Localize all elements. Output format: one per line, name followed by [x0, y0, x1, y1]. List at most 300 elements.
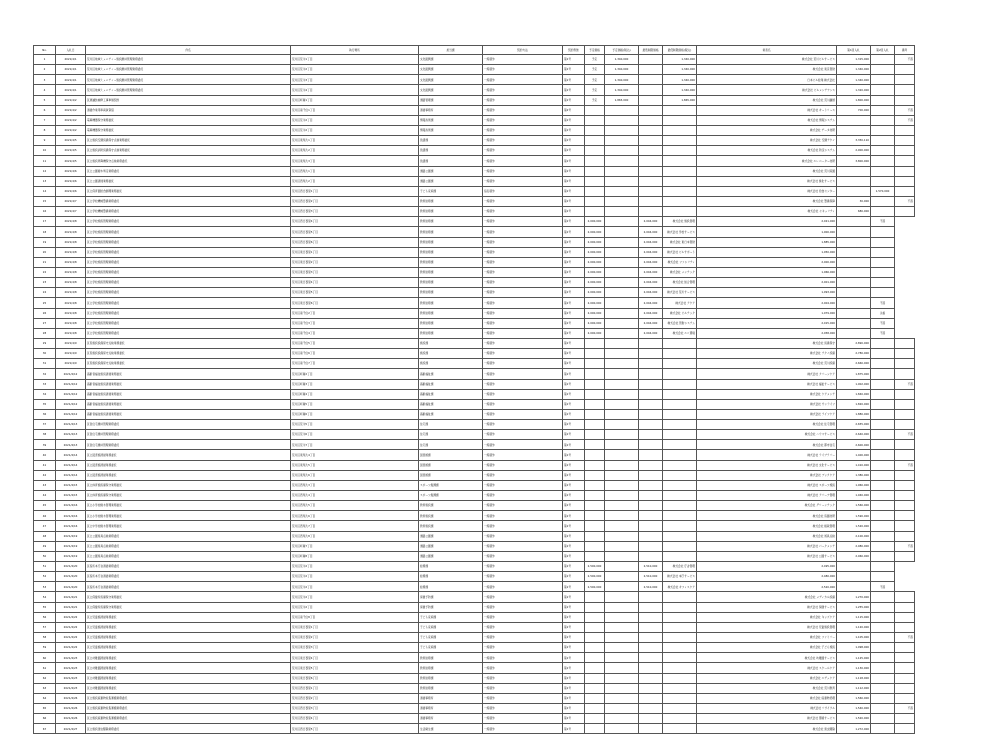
table-cell — [871, 409, 895, 419]
table-cell — [605, 136, 639, 146]
table-cell: 第1号 — [563, 227, 585, 237]
table-cell: 2,000,000 — [585, 217, 605, 227]
table-cell — [663, 683, 697, 693]
table-row — [34, 267, 915, 277]
table-cell: 45 — [34, 501, 56, 511]
table-cell: 2021/4/8 — [56, 217, 86, 227]
table-cell: 株式会社 ビルサポート — [663, 247, 697, 257]
table-cell: 荒川区地域ミュニティー施設維持管理業務委託 — [86, 75, 291, 85]
table-cell — [639, 156, 663, 166]
table-cell — [605, 572, 639, 582]
table-cell: 一般競争 — [483, 105, 563, 115]
table-cell: 30 — [34, 349, 56, 359]
table-cell: 2,015,000 — [697, 318, 837, 328]
table-cell: 不落 — [871, 318, 895, 328]
table-cell: 株式会社 環境サービス — [697, 714, 837, 724]
table-cell: 荒川区西日暮里3丁目 — [291, 704, 419, 714]
table-cell: 2,004,000 — [639, 257, 663, 267]
table-cell — [663, 602, 697, 612]
table-cell: 株式会社 遊具点検 — [697, 531, 837, 541]
table-cell — [895, 166, 915, 176]
table-cell — [871, 65, 895, 75]
table-row — [34, 227, 915, 237]
table-cell: 施設課 — [419, 349, 483, 359]
table-cell: 第1号 — [563, 602, 585, 612]
table-cell — [639, 75, 663, 85]
table-row — [34, 714, 915, 724]
table-cell: 区立保健所設備保守業務委託 — [86, 602, 291, 612]
table-cell: 7 — [34, 115, 56, 125]
table-cell — [639, 480, 663, 490]
table-row — [34, 166, 915, 176]
table-cell: 2,000,000 — [585, 257, 605, 267]
table-cell — [605, 420, 639, 430]
table-row — [34, 65, 915, 75]
table-cell: 荒川区東尾久6丁目 — [291, 470, 419, 480]
table-cell: 2021/4/26 — [56, 704, 86, 714]
table-cell: 図書館課 — [419, 470, 483, 480]
table-cell — [605, 460, 639, 470]
bid-results-table — [33, 45, 915, 734]
table-cell: 一般競争 — [483, 521, 563, 531]
table-cell: 1,270,000 — [837, 592, 871, 602]
table-row — [34, 196, 915, 206]
table-cell: 株式会社 エコ環境 — [663, 328, 697, 338]
table-cell: 一般競争 — [483, 653, 563, 663]
table-cell: 一般競争 — [483, 501, 563, 511]
table-cell — [871, 75, 895, 85]
table-cell: 2,510,000 — [639, 582, 663, 592]
table-cell: 700,000 — [837, 105, 871, 115]
table-cell: 第1号 — [563, 359, 585, 369]
table-cell: 荒川区荒川6丁目 — [291, 430, 419, 440]
table-cell: 9 — [34, 136, 56, 146]
table-cell: 2021/4/12 — [56, 379, 86, 389]
table-cell: 第1号 — [563, 308, 585, 318]
table-cell — [605, 521, 639, 531]
table-cell: 第1号 — [563, 724, 585, 734]
table-row — [34, 349, 915, 359]
table-cell: 一般競争 — [483, 491, 563, 501]
table-cell: 荒川区西日暮里4丁目 — [291, 714, 419, 724]
table-cell: 54 — [34, 592, 56, 602]
table-cell — [871, 379, 895, 389]
table-cell: 区立児童館清掃業務委託 — [86, 612, 291, 622]
table-cell — [663, 196, 697, 206]
table-cell — [639, 55, 663, 65]
table-cell: 32 — [34, 369, 56, 379]
table-cell: 荒川区西日暮里2丁目 — [291, 693, 419, 703]
table-cell: 2021/4/1 — [56, 75, 86, 85]
table-cell — [871, 480, 895, 490]
table-cell: 高齢福祉課 — [419, 379, 483, 389]
table-cell: 営繕課 — [419, 156, 483, 166]
table-cell: 2021/4/2 — [56, 95, 86, 105]
col-header: 第1回入札 — [837, 46, 871, 55]
table-cell: 株式会社 都市住宅 — [697, 440, 837, 450]
table-cell: 2021/4/8 — [56, 267, 86, 277]
table-cell: 荒川区荒川2丁目 — [291, 602, 419, 612]
table-cell: 一般競争 — [483, 247, 563, 257]
table-cell: 区立施設廃棄物収集運搬業務委託 — [86, 704, 291, 714]
table-cell — [605, 724, 639, 734]
table-cell — [585, 166, 605, 176]
table-cell: 30,000 — [837, 196, 871, 206]
table-cell — [639, 65, 663, 75]
table-cell: 荒川区東尾久2丁目 — [291, 146, 419, 156]
table-cell: 文化振興課 — [419, 85, 483, 95]
table-cell: 62 — [34, 673, 56, 683]
table-cell: 一般競争 — [483, 166, 563, 176]
table-cell: 荒川区西尾久3丁目 — [291, 480, 419, 490]
table-cell: 一般競争 — [483, 541, 563, 551]
table-cell: 2,500,000 — [585, 582, 605, 592]
table-cell — [895, 653, 915, 663]
table-cell — [605, 653, 639, 663]
table-cell: 区立公園遊具点検業務委託 — [86, 531, 291, 541]
table-row — [34, 95, 915, 105]
table-row — [34, 186, 915, 196]
table-cell — [663, 409, 697, 419]
table-cell — [663, 470, 697, 480]
table-cell: 一般競争 — [483, 136, 563, 146]
table-cell: 31 — [34, 359, 56, 369]
table-cell — [639, 186, 663, 196]
table-cell: 2,100,000 — [837, 531, 871, 541]
table-cell: 区立学校施設管理業務委託 — [86, 328, 291, 338]
table-cell — [585, 420, 605, 430]
table-cell — [605, 176, 639, 186]
table-cell — [605, 389, 639, 399]
table-cell: 一般競争 — [483, 207, 563, 217]
table-cell: 2021/4/13 — [56, 440, 86, 450]
table-cell — [585, 673, 605, 683]
table-cell — [895, 65, 915, 75]
table-cell: 株式会社 ライフケア — [697, 409, 837, 419]
table-cell: 第1号 — [563, 440, 585, 450]
table-cell: 一般競争 — [483, 65, 563, 75]
table-cell: 一般競争 — [483, 673, 563, 683]
table-cell — [871, 491, 895, 501]
table-cell: 2021/4/8 — [56, 328, 86, 338]
table-cell: 株式会社 東京管財 — [697, 65, 837, 75]
table-cell: 荒川区南千住8丁目 — [291, 612, 419, 622]
table-cell: 一般競争 — [483, 551, 563, 561]
table-cell: 教育総務課 — [419, 237, 483, 247]
table-cell: 区立学校機械警備業務委託 — [86, 196, 291, 206]
table-cell: 1,560,000 — [837, 693, 871, 703]
table-row — [34, 663, 915, 673]
table-cell: 不落 — [895, 460, 915, 470]
table-row — [34, 369, 915, 379]
table-cell: 荒川区町屋5丁目 — [291, 399, 419, 409]
table-cell: 株式会社 スポーツ施設 — [697, 480, 837, 490]
table-cell — [585, 521, 605, 531]
table-cell — [605, 227, 639, 237]
table-cell: 35 — [34, 399, 56, 409]
table-cell: 区立公園清掃業務委託 — [86, 176, 291, 186]
table-cell: 40 — [34, 450, 56, 460]
table-cell: 教育施設課 — [419, 521, 483, 531]
table-cell: 第1号 — [563, 328, 585, 338]
table-cell — [605, 207, 639, 217]
table-cell: 24 — [34, 288, 56, 298]
table-cell: 2021/4/6 — [56, 176, 86, 186]
table-cell: 2021/4/8 — [56, 257, 86, 267]
table-cell: 第1号 — [563, 298, 585, 308]
table-row — [34, 704, 915, 714]
table-cell: 荒川区荒川1丁目 — [291, 55, 419, 65]
table-cell: 区立施設昇降機保守点検業務委託 — [86, 156, 291, 166]
table-cell — [605, 673, 639, 683]
table-cell: 3,800,000 — [837, 156, 871, 166]
table-cell: 株式会社 キッズケア — [697, 612, 837, 622]
table-cell: 2021/4/9 — [56, 338, 86, 348]
table-cell: 一般競争 — [483, 338, 563, 348]
table-cell: 47 — [34, 521, 56, 531]
table-cell: 一般競争 — [483, 622, 563, 632]
table-cell: 不落 — [895, 105, 915, 115]
table-cell: 2,000,000 — [585, 288, 605, 298]
col-header: 執行場所 — [291, 46, 419, 55]
table-cell: 2021/4/26 — [56, 693, 86, 703]
table-cell — [871, 551, 895, 561]
table-cell — [639, 592, 663, 602]
table-cell: 2021/4/12 — [56, 389, 86, 399]
table-cell: 第1号 — [563, 622, 585, 632]
table-cell — [605, 288, 639, 298]
table-cell: 一般競争 — [483, 55, 563, 65]
table-cell: 2,640,000 — [837, 430, 871, 440]
table-cell — [639, 511, 663, 521]
table-cell: 1,820,000 — [837, 399, 871, 409]
table-cell: 2021/4/23 — [56, 663, 86, 673]
table-cell: 2021/4/12 — [56, 369, 86, 379]
table-cell: 一般競争 — [483, 318, 563, 328]
table-row — [34, 288, 915, 298]
table-cell: 第1号 — [563, 663, 585, 673]
table-cell: 区立学校施設管理業務委託 — [86, 308, 291, 318]
table-cell: 一般競争 — [483, 693, 563, 703]
table-cell: 1,520,000 — [837, 521, 871, 531]
table-cell — [663, 399, 697, 409]
table-row — [34, 85, 915, 95]
table-cell: 2,060,000 — [837, 551, 871, 561]
table-cell: 区立学校施設管理業務委託 — [86, 237, 291, 247]
table-cell: 荒川区地域ミュニティー施設維持管理業務委託 — [86, 85, 291, 95]
table-cell: 第1号 — [563, 562, 585, 572]
table-cell: 2,500,000 — [585, 562, 605, 572]
table-cell: 道路公園課 — [419, 166, 483, 176]
table-cell: 第1号 — [563, 460, 585, 470]
table-row — [34, 582, 915, 592]
table-cell: 第1号 — [563, 491, 585, 501]
table-cell: 不落 — [871, 328, 895, 338]
table-cell — [871, 247, 895, 257]
table-cell: 不落 — [895, 633, 915, 643]
table-cell: 株式会社 エレベーター技研 — [697, 156, 837, 166]
table-cell — [585, 399, 605, 409]
table-cell: 荒川区町屋1丁目 — [291, 95, 419, 105]
table-cell: 第1号 — [563, 714, 585, 724]
table-cell: 不落 — [895, 430, 915, 440]
table-cell — [663, 480, 697, 490]
table-cell: 1,340,000 — [663, 65, 697, 75]
table-row — [34, 308, 915, 318]
table-cell — [837, 572, 871, 582]
table-cell — [895, 75, 915, 85]
table-cell — [605, 196, 639, 206]
table-cell: 第1号 — [563, 217, 585, 227]
table-cell: 教育施設課 — [419, 511, 483, 521]
table-cell — [639, 389, 663, 399]
table-cell — [639, 166, 663, 176]
table-cell: 2021/4/2 — [56, 115, 86, 125]
table-cell: 25 — [34, 298, 56, 308]
table-cell: 2,000,000 — [585, 267, 605, 277]
table-cell: 43 — [34, 480, 56, 490]
col-header: 備考 — [895, 46, 915, 55]
table-cell: 区立幼稚園清掃業務委託 — [86, 673, 291, 683]
table-cell: 荒川区東尾久3丁目 — [291, 156, 419, 166]
table-cell: 2021/4/20 — [56, 572, 86, 582]
table-cell: 2,021,000 — [697, 217, 837, 227]
table-cell — [585, 450, 605, 460]
table-cell: 荒川区南千住6丁目 — [291, 349, 419, 359]
table-cell: 株式会社 情報システム — [697, 115, 837, 125]
table-row — [34, 633, 915, 643]
table-cell: 文化振興課 — [419, 65, 483, 75]
table-cell: 1,570,000 — [871, 186, 895, 196]
table-cell — [639, 430, 663, 440]
table-cell: 2021/4/14 — [56, 470, 86, 480]
table-cell — [837, 328, 871, 338]
table-cell — [871, 227, 895, 237]
table-row — [34, 643, 915, 653]
table-cell: 1,340,000 — [663, 55, 697, 65]
table-cell: 荒川区東日暮里5丁目 — [291, 288, 419, 298]
table-cell: 荒川区荒川5丁目 — [291, 420, 419, 430]
table-cell — [605, 338, 639, 348]
table-cell — [895, 551, 915, 561]
table-cell: 教育総務課 — [419, 683, 483, 693]
table-cell: 一般競争 — [483, 714, 563, 724]
table-cell: 21 — [34, 257, 56, 267]
table-cell: 予定 — [585, 85, 605, 95]
table-cell — [639, 379, 663, 389]
table-cell: 第1号 — [563, 75, 585, 85]
table-cell: 区立体育館設備保守業務委託 — [86, 491, 291, 501]
table-cell: 2021/4/5 — [56, 156, 86, 166]
table-row — [34, 399, 915, 409]
table-cell — [585, 156, 605, 166]
table-cell: 第1号 — [563, 65, 585, 75]
table-cell: 2021/4/22 — [56, 612, 86, 622]
table-cell: 子ども家庭課 — [419, 622, 483, 632]
table-cell: 58 — [34, 633, 56, 643]
table-cell: 第1号 — [563, 551, 585, 561]
table-cell: 区立図書館清掃業務委託 — [86, 460, 291, 470]
table-cell: 荒川区東日暮里5丁目 — [291, 663, 419, 673]
table-row — [34, 420, 915, 430]
table-cell — [605, 693, 639, 703]
table-cell — [663, 592, 697, 602]
table-cell: 27 — [34, 318, 56, 328]
table-cell — [585, 633, 605, 643]
table-cell: 2,080,000 — [837, 541, 871, 551]
table-cell: 2021/4/8 — [56, 298, 86, 308]
table-cell: 株式会社 防災システム — [697, 146, 837, 156]
table-cell: 第1号 — [563, 470, 585, 480]
table-cell: 株式会社 保健サービス — [697, 602, 837, 612]
table-cell: 子ども家庭課 — [419, 612, 483, 622]
table-cell: 株式会社 パークメンテ — [697, 541, 837, 551]
table-cell: 教育総務課 — [419, 196, 483, 206]
table-cell: 一般競争 — [483, 217, 563, 227]
table-cell — [585, 460, 605, 470]
table-cell: 区立施設害虫駆除業務委託 — [86, 724, 291, 734]
table-cell: 1,315,000 — [837, 55, 871, 65]
table-cell — [605, 551, 639, 561]
table-cell — [871, 136, 895, 146]
table-cell — [871, 470, 895, 480]
table-cell: 荒川区西日暮里3丁目 — [291, 207, 419, 217]
table-cell — [585, 440, 605, 450]
table-cell — [605, 156, 639, 166]
table-cell: 株式会社 グリーンテック — [697, 501, 837, 511]
table-cell — [605, 349, 639, 359]
table-cell: 荒川区町屋4丁目 — [291, 389, 419, 399]
table-row — [34, 176, 915, 186]
table-row — [34, 480, 915, 490]
table-cell — [663, 430, 697, 440]
table-cell: 一般競争 — [483, 724, 563, 734]
table-cell: 高齢福祉課 — [419, 369, 483, 379]
table-cell — [895, 136, 915, 146]
table-cell: 株式会社 ブックケア — [697, 470, 837, 480]
table-cell: 第1号 — [563, 125, 585, 135]
table-cell: 2021/4/2 — [56, 105, 86, 115]
table-cell: 株式会社 メンテック — [663, 267, 697, 277]
table-cell: 2,000,000 — [585, 308, 605, 318]
table-cell — [871, 673, 895, 683]
table-cell: 一般競争 — [483, 237, 563, 247]
table-cell: 2021/4/8 — [56, 227, 86, 237]
table-cell: 一般競争 — [483, 602, 563, 612]
table-cell: 一般競争 — [483, 308, 563, 318]
table-cell: 営繕課 — [419, 136, 483, 146]
col-header: 予定価格 — [585, 46, 605, 55]
table-cell: 2021/4/22 — [56, 643, 86, 653]
table-cell — [639, 673, 663, 683]
table-row — [34, 247, 915, 257]
table-cell — [663, 633, 697, 643]
table-cell: 荒川区町屋8丁目 — [291, 551, 419, 561]
table-cell: 区役所本庁舎清掃業務委託 — [86, 572, 291, 582]
table-cell: 67 — [34, 724, 56, 734]
table-cell — [663, 663, 697, 673]
table-cell: 荒川区西尾久5丁目 — [291, 501, 419, 511]
table-cell — [663, 643, 697, 653]
table-cell — [663, 115, 697, 125]
table-cell — [585, 146, 605, 156]
table-cell: 不落 — [895, 704, 915, 714]
table-cell: 不落 — [895, 541, 915, 551]
table-cell — [837, 125, 871, 135]
table-cell: 荒川区東日暮里4丁目 — [291, 278, 419, 288]
table-cell: 荒川区南千住5丁目 — [291, 338, 419, 348]
table-cell: 2021/4/27 — [56, 724, 86, 734]
